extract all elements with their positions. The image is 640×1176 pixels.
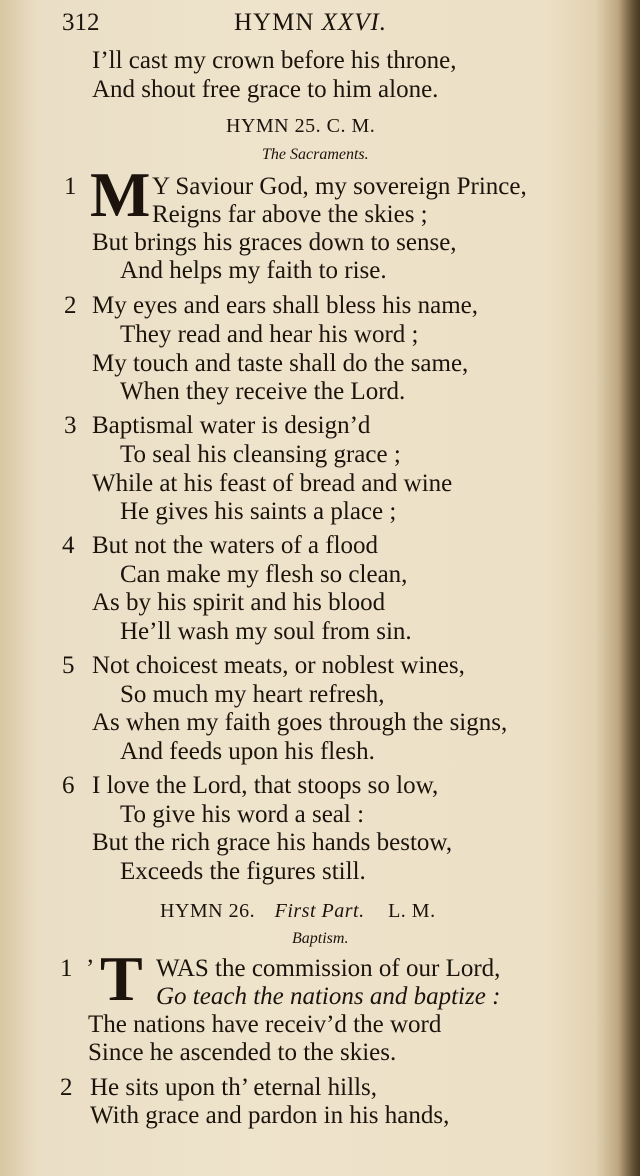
verse-line: He’ll wash my soul from sin. (120, 618, 412, 645)
verse-line: Can make my flesh so clean, (120, 561, 408, 588)
verse-line: I’ll cast my crown before his throne, (92, 47, 457, 74)
stanza-number: 6 (62, 772, 75, 799)
hymn-subtitle: The Sacraments. (262, 146, 369, 163)
page-number: 312 (62, 9, 100, 36)
verse-line: But the rich grace his hands bestow, (92, 829, 453, 856)
stanza-number: 4 (62, 532, 75, 559)
stanza-number: 3 (64, 412, 77, 439)
verse-line: While at his feast of bread and wine (92, 470, 453, 497)
hymn-title-meter: L. M. (388, 900, 436, 922)
stanza-number: 2 (60, 1074, 73, 1101)
verse-line: Reigns far above the skies ; (152, 201, 428, 228)
running-title-italic: XXVI. (321, 9, 388, 36)
hymn-title (160, 898, 436, 924)
verse-line: Go teach the nations and baptize : (156, 983, 501, 1010)
stanza-number: 1 (64, 173, 77, 200)
verse-line: Not choicest meats, or noblest wines, (92, 652, 465, 679)
drop-cap: M (90, 159, 151, 230)
verse-line: Exceeds the figures still. (120, 858, 366, 885)
verse-line: To give his word a seal : (120, 801, 365, 828)
stanza-number: 2 (64, 292, 77, 319)
verse-line: And feeds upon his flesh. (120, 738, 375, 765)
hymn-title-number: HYMN 26. (160, 900, 256, 922)
verse-line: My eyes and ears shall bless his name, (92, 292, 479, 319)
verse-line: But not the waters of a flood (92, 532, 379, 559)
verse-line: As by his spirit and his blood (92, 589, 386, 616)
hymn-title-part: First Part. (274, 900, 365, 922)
verse-line: He gives his saints a place ; (120, 498, 397, 525)
verse-line: My touch and taste shall do the same, (92, 350, 469, 377)
verse-line: So much my heart refresh, (120, 681, 385, 708)
verse-line: Since he ascended to the skies. (88, 1039, 397, 1066)
verse-line: As when my faith goes through the signs, (92, 709, 508, 736)
verse-line: To seal his cleansing grace ; (120, 441, 401, 468)
running-title-roman: HYMN (234, 9, 322, 36)
hymn-subtitle: Baptism. (292, 930, 349, 947)
verse-line: With grace and pardon in his hands, (90, 1102, 450, 1129)
apostrophe: ’ (86, 955, 95, 982)
verse-line: And helps my faith to rise. (120, 257, 387, 284)
verse-line: They read and hear his word ; (120, 321, 419, 348)
verse-line: He sits upon th’ eternal hills, (90, 1074, 377, 1101)
verse-line: But brings his graces down to sense, (92, 229, 457, 256)
stanza-number: 5 (62, 652, 75, 679)
verse-line: And shout free grace to him alone. (92, 76, 439, 103)
verse-line: Y Saviour God, my sovereign Prince, (152, 173, 527, 200)
drop-cap: T (100, 943, 143, 1014)
running-title (234, 6, 387, 40)
page-gutter-shadow (618, 0, 640, 1176)
stanza-number: 1 (60, 955, 73, 982)
page-header (62, 6, 582, 40)
verse-line: The nations have receiv’d the word (88, 1011, 442, 1038)
verse-line: WAS the commission of our Lord, (156, 955, 501, 982)
verse-line: When they receive the Lord. (120, 378, 406, 405)
verse-line: Baptismal water is design’d (92, 412, 371, 439)
hymn-title: HYMN 25. C. M. (226, 115, 376, 137)
verse-line: I love the Lord, that stoops so low, (92, 772, 439, 799)
